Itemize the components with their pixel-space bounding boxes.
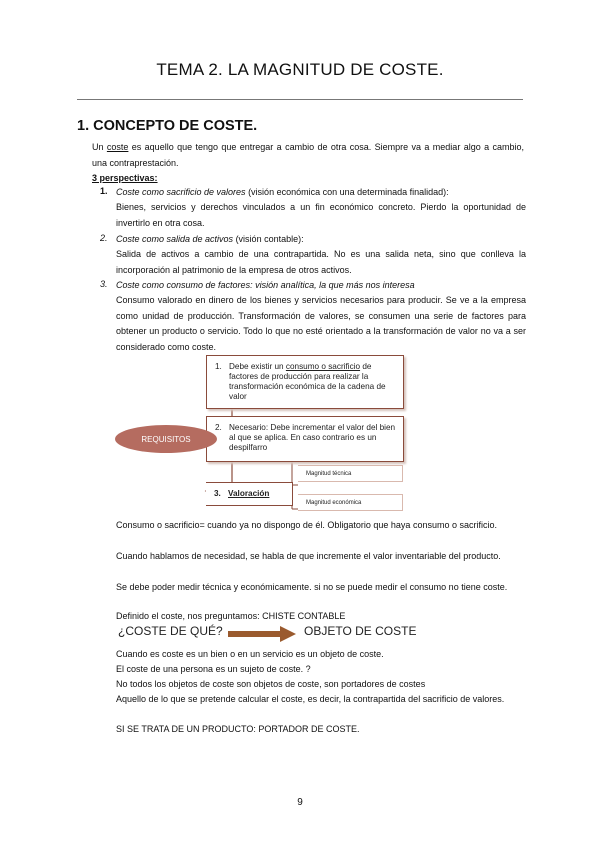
requirement-2-number: 2.: [215, 423, 222, 432]
perspective-1-body: Bienes, servicios y derechos vinculados a un fin económico concreto. Pierdo la oportunidad de invertirlo en otra cosa.: [116, 202, 526, 228]
requirement-1-number: 1.: [215, 362, 222, 371]
valoracion-economic: [298, 494, 403, 511]
chiste-row: [118, 624, 223, 638]
perspective-3-body: Consumo valorado en dinero de los bienes y servicios necesarios para producir. Se ve a la empresa como unidad de producción. Transformación de valores, se consumen una serie de factores para obtener un producto o servicio. Todo lo que no esté orientado a la transformación de valor no va a ser considerado como coste.: [116, 295, 526, 352]
page-title: TEMA 2. LA MAGNITUD DE COSTE.: [156, 60, 444, 79]
requirement-1-underlined: consumo o sacrificio: [285, 362, 361, 371]
paragraph-chiste: Definido el coste, nos preguntamos: CHISTE CONTABLE: [116, 611, 346, 621]
paragraph-medir: Se debe poder medir técnica y económicamente. si no se puede medir el consumo no tiene coste.: [116, 582, 508, 592]
perspective-2-qualifier: (visión contable):: [233, 234, 304, 244]
perspective-3-title: Coste como consumo de factores: visión analítica, la que más nos interesa: [116, 280, 415, 290]
perspective-2-number: 2.: [100, 233, 108, 243]
requirement-1-box: [206, 355, 404, 409]
paragraph-portador: SI SE TRATA DE UN PRODUCTO: PORTADOR DE COSTE.: [116, 724, 360, 734]
paragraph-objeto: Cuando es coste es un bien o en un servicio es un objeto de coste.: [116, 649, 384, 659]
intro-post: es aquello que tengo que entregar a cambio de otra cosa. Siempre va a mediar algo a cambio, una contraprestación.: [92, 142, 524, 168]
intro-keyword: coste: [106, 142, 129, 152]
paragraph-necesidad: Cuando hablamos de necesidad, se habla de que incremente el valor inventariable del producto.: [116, 551, 501, 561]
section-heading: 1. CONCEPTO DE COSTE.: [77, 118, 258, 134]
chiste-answer: OBJETO DE COSTE: [304, 624, 417, 638]
requisitos-oval: REQUISITOS: [115, 425, 217, 453]
economic-magnitude-label: Magnitud económica: [306, 500, 362, 506]
paragraph-sujeto: El coste de una persona es un sujeto de coste. ?: [116, 664, 311, 674]
requirement-2-text: Necesario: Debe incrementar el valor del bien al que se aplica. En caso contrario es un despilfarro: [229, 423, 396, 452]
perspective-1-title: Coste como sacrificio de valores: [116, 187, 246, 197]
requirement-3-number: 3.: [214, 489, 221, 498]
paragraph-contrapartida: Aquello de lo que se pretende calcular el coste, es decir, la contrapartida del sacrificio de valores.: [116, 694, 505, 704]
requirement-1-post: de factores de producción para realizar la transformación económica de la cadena de valor: [229, 362, 386, 401]
requirement-2-box: [206, 416, 404, 462]
requirement-3-box: [206, 482, 293, 506]
requirement-1-text: [229, 362, 401, 402]
requirement-3-text: Valoración: [228, 489, 270, 498]
perspective-2-title: Coste como salida de activos: [116, 234, 234, 244]
intro-pre: Un: [92, 142, 107, 152]
technical-magnitude-label: Magnitud técnica: [306, 471, 352, 477]
perspective-3-number: 3.: [100, 279, 108, 289]
paragraph-consumo: Consumo o sacrificio= cuando ya no dispongo de él. Obligatorio que haya consumo o sacrificio.: [116, 520, 497, 530]
perspective-1-qualifier: (visión económica con una determinada finalidad):: [245, 187, 449, 197]
paragraph-portadores: No todos los objetos de coste son objetos de coste, son portadores de costes: [116, 679, 426, 689]
perspective-1-number: 1.: [100, 186, 108, 196]
chiste-question: ¿COSTE DE QUÉ?: [118, 624, 223, 638]
perspectives-label: 3 perspectivas:: [92, 173, 158, 183]
page-number: 9: [297, 797, 303, 808]
perspective-2-body: Salida de activos a cambio de una contrapartida. No es una salida neta, sino que conlleva la incorporación al patrimonio de la empresa de otros activos.: [116, 249, 526, 275]
arrow-right-icon: [228, 626, 298, 642]
valoracion-technical: [298, 465, 403, 482]
requirement-1-pre: Debe existir un: [229, 362, 286, 371]
